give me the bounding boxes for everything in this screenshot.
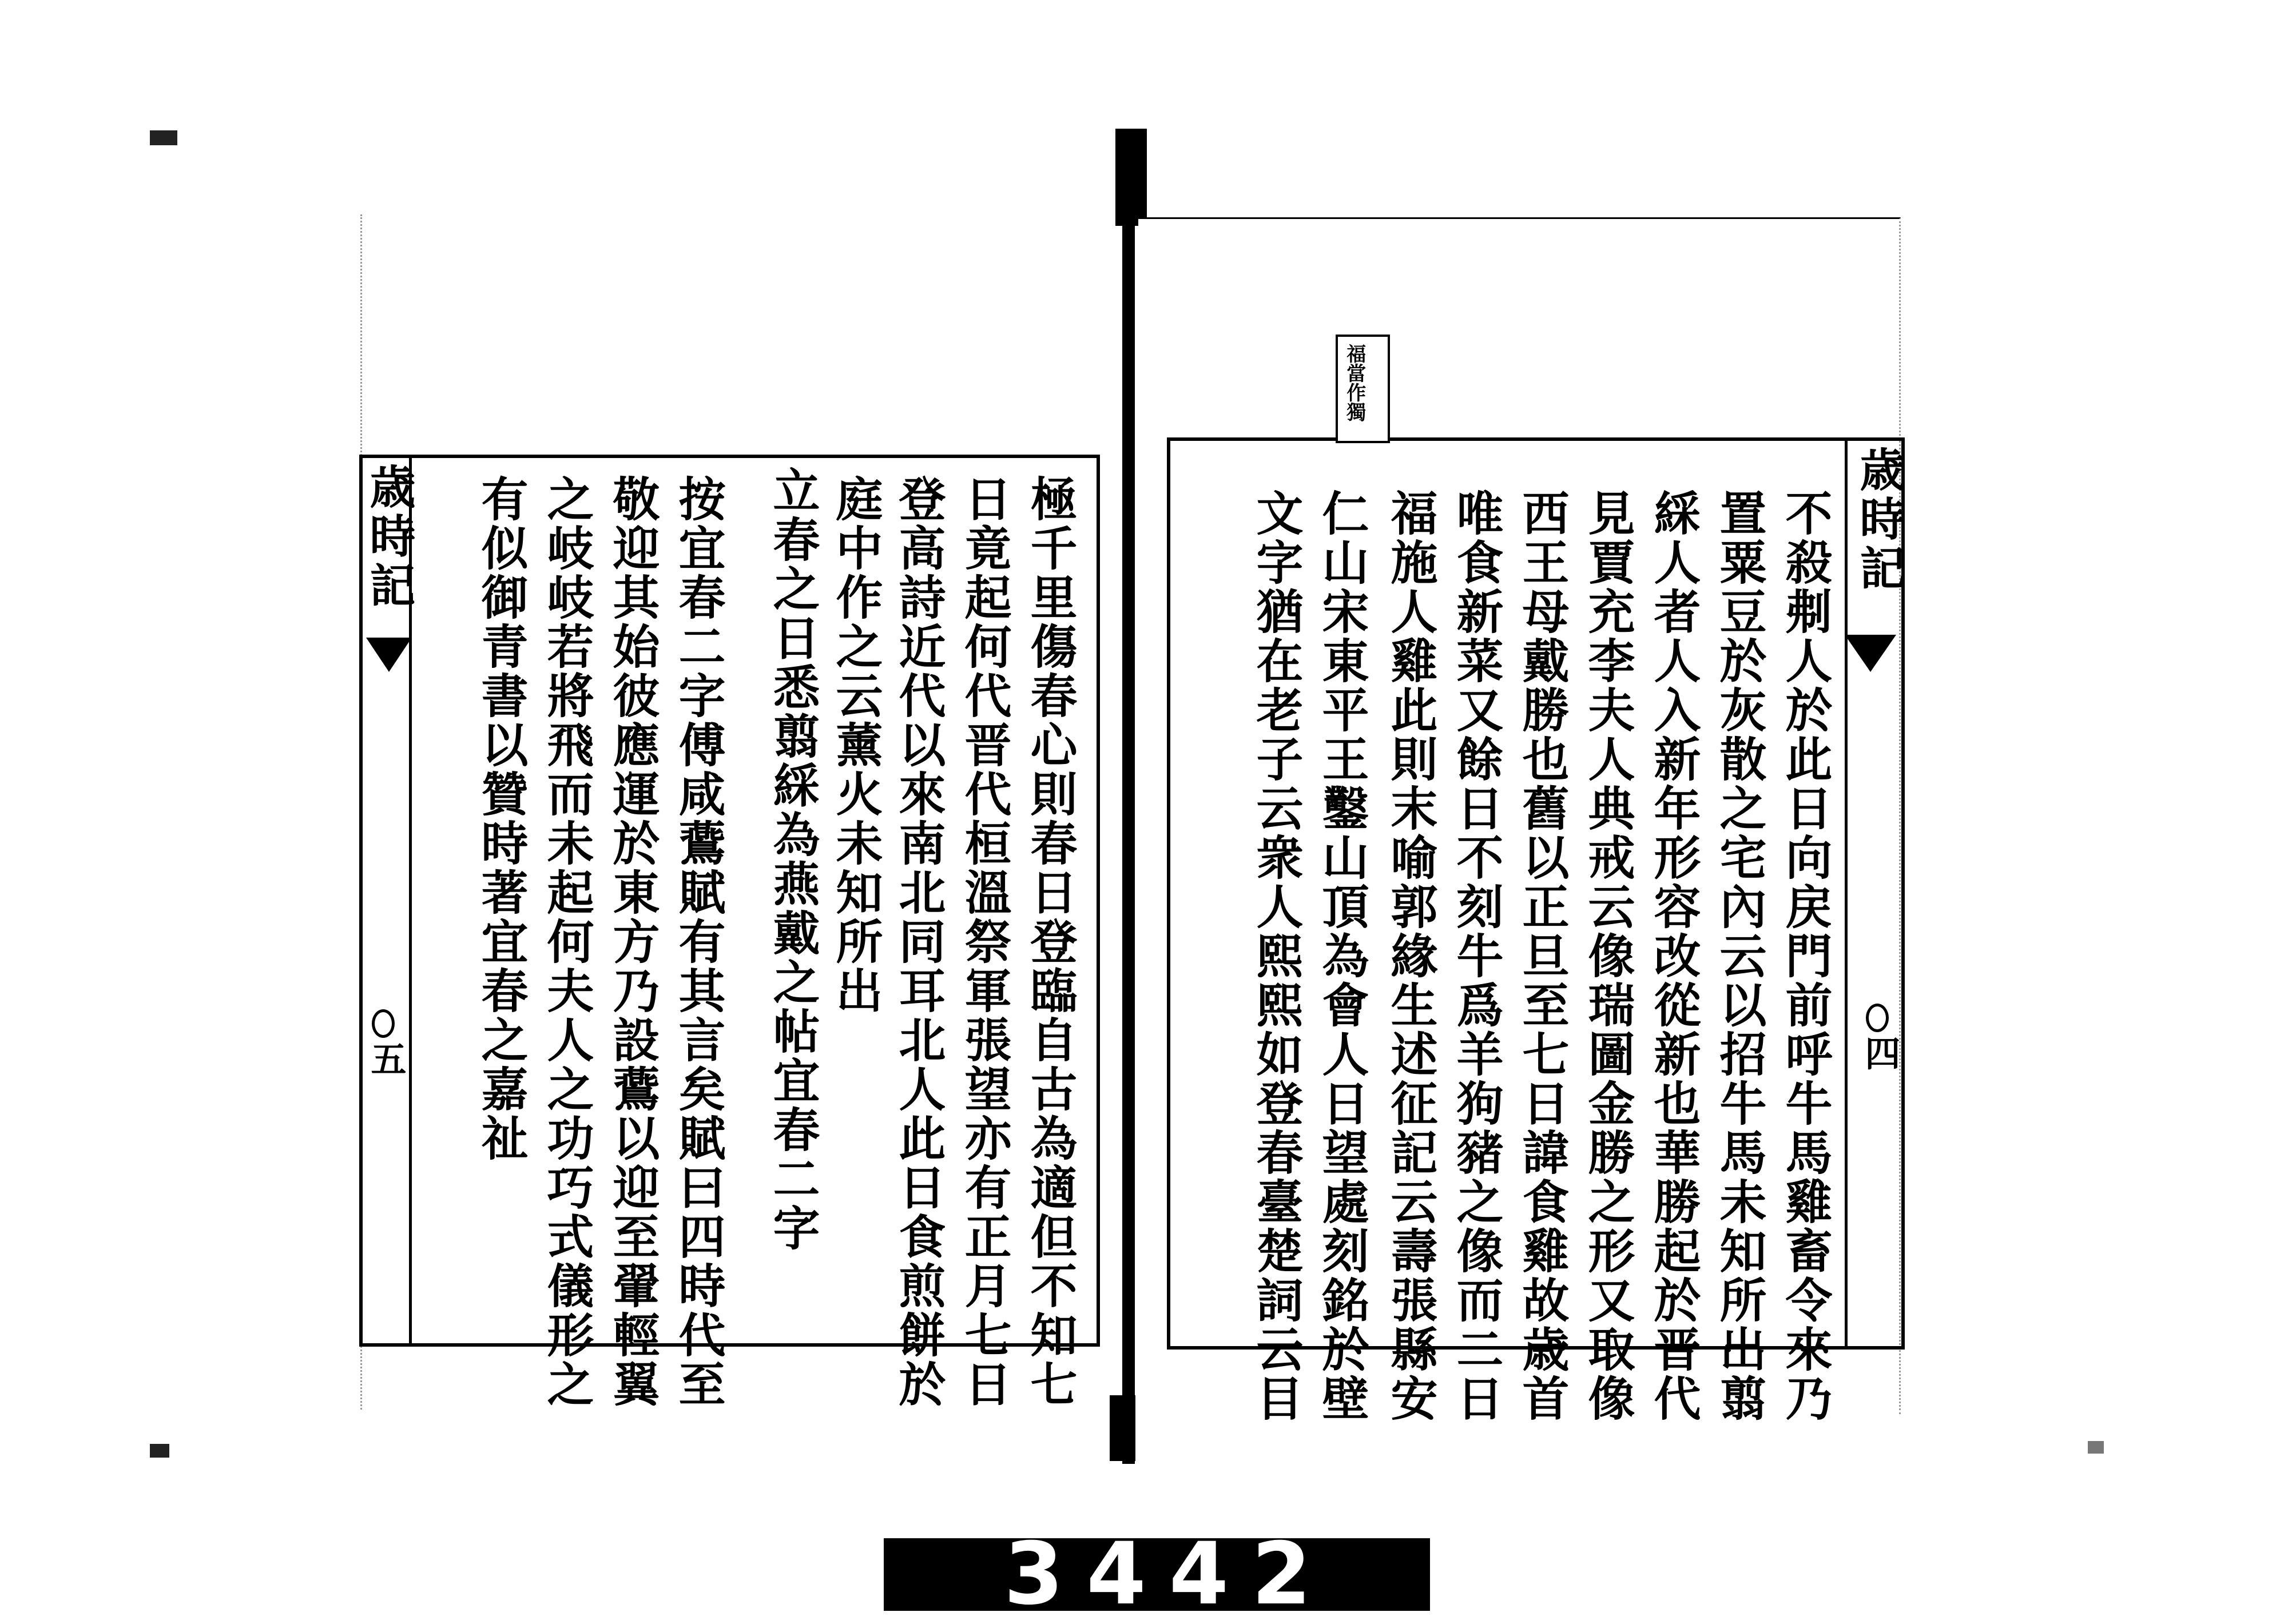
left-fish-tail xyxy=(366,638,412,672)
right-column-5: 西王母戴勝也舊以正旦至七日諱食雞故歳首 xyxy=(1515,489,1570,1423)
left-column-1: 極千里傷春心則春日登臨自古為適但不知七 xyxy=(1023,475,1078,1409)
left-folio: 五 xyxy=(365,1041,407,1076)
binding-spine-bottom xyxy=(1110,1395,1135,1461)
left-column-9: 有似御青書以贊時著宜春之嘉祉 xyxy=(474,475,529,1163)
left-column-4: 庭中作之云薰火未知所出 xyxy=(828,475,883,1016)
left-column-7: 敬迎其始彼應運於東方乃設鷰以迎至翬輕翼 xyxy=(605,475,660,1409)
right-column-6: 唯食新菜又餘日不刻牛爲羊狗豬之像而二日 xyxy=(1449,489,1504,1423)
right-column-9: 文字猶在老子云衆人熙熙如登春臺楚詞云目 xyxy=(1249,489,1304,1423)
left-column-6: 按宜春二字傅咸鷰賦有其言矣賦曰四時代至 xyxy=(671,475,726,1409)
right-folio: 四 xyxy=(1859,1035,1901,1070)
left-ear-title: 歳時記 xyxy=(362,463,416,611)
right-fish-tail xyxy=(1845,635,1896,672)
registration-mark-bottom-left xyxy=(150,1444,169,1458)
left-column-5: 立春之日悉翦綵為燕戴之帖宜春二字 xyxy=(765,466,820,1253)
right-column-1: 不殺刜人於此日向戻門前呼牛馬雞畜令來乃 xyxy=(1778,489,1833,1423)
right-column-3: 綵人者人入新年形容改從新也華勝起於晋代 xyxy=(1646,489,1701,1423)
right-column-2: 置粟豆於灰散之宅內云以招牛馬未知所出翦 xyxy=(1712,489,1767,1423)
right-folio-circle xyxy=(1866,1004,1889,1032)
left-folio-circle xyxy=(372,1009,395,1038)
registration-mark-bottom-right xyxy=(2088,1441,2104,1454)
marginal-note-text: 福當作獨 xyxy=(1342,344,1366,421)
marginal-note-tab xyxy=(1336,335,1390,443)
left-column-2: 日竟起何代晋代桓溫祭軍張望亦有正月七日 xyxy=(957,475,1012,1409)
right-column-4: 見賈充李夫人典戒云像瑞圖金勝之形又取像 xyxy=(1580,489,1635,1423)
accession-number: 3442 xyxy=(1004,1525,1334,1624)
registration-mark-top-left xyxy=(150,130,177,145)
accession-number-stamp xyxy=(884,1525,1430,1624)
left-column-8: 之岐岐若將飛而未起何夫人之功巧式儀形之 xyxy=(539,475,594,1409)
left-column-3: 登高詩近代以來南北同耳北人此日食煎餅於 xyxy=(891,475,946,1409)
right-hanshin-line xyxy=(1845,440,1848,1347)
right-column-7: 福施人雞此則末喻郭緣生述征記云壽張縣安 xyxy=(1383,489,1438,1423)
binding-spine-top xyxy=(1115,129,1147,226)
right-column-8: 仁山宋東平王鑿山頂為會人日望處刻銘於壁 xyxy=(1314,489,1369,1423)
right-ear-title: 歳時記 xyxy=(1852,446,1906,594)
binding-spine xyxy=(1122,223,1135,1464)
